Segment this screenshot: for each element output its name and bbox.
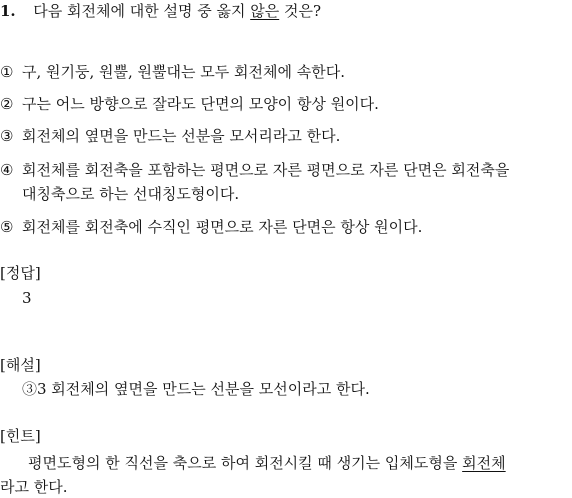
- choice-text: 회전체를 회전축을 포함하는 평면으로 자른 평면으로 자른 단면은 회전축을: [22, 161, 510, 179]
- hint-underlined-word: 회전체: [462, 454, 506, 472]
- hint-label: [힌트]: [0, 427, 41, 445]
- question-underlined-word: 않은: [250, 2, 280, 20]
- choice-marker: ②: [0, 95, 14, 113]
- choice-2: [0, 93, 379, 115]
- choice-text: 구는 어느 방향으로 잘라도 단면의 모양이 항상 원이다.: [22, 95, 379, 113]
- choice-1: [0, 61, 345, 83]
- choice-4: [0, 159, 509, 181]
- explanation-label: [해설]: [0, 356, 41, 374]
- choice-text: 회전체의 옆면을 만드는 선분을 모서리라고 한다.: [22, 127, 341, 145]
- hint-text-before: 평면도형의 한 직선을 축으로 하여 회전시킬 때 생기는 입체도형을: [28, 454, 463, 472]
- answer-value: 3: [22, 289, 32, 307]
- choice-text: 회전체를 회전축에 수직인 평면으로 자른 단면은 항상 원이다.: [22, 218, 423, 236]
- choice-3: [0, 125, 340, 147]
- question-text-after: 것은?: [279, 2, 321, 20]
- question-text: [33, 2, 321, 20]
- answer-label: [정답]: [0, 264, 41, 282]
- choice-marker: ⑤: [0, 218, 14, 236]
- choice-marker: ③: [0, 127, 14, 145]
- choice-text: 구, 원기둥, 원뿔, 원뿔대는 모두 회전체에 속한다.: [22, 63, 345, 81]
- question: [0, 0, 321, 22]
- choice-marker: ④: [0, 161, 14, 179]
- choice-5: [0, 216, 422, 238]
- choice-4-continuation: 대칭축으로 하는 선대칭도형이다.: [22, 185, 240, 203]
- question-text-before: 다음 회전체에 대한 설명 중 옳지: [33, 2, 251, 20]
- hint-continuation: 라고 한다.: [0, 478, 68, 496]
- choice-marker: ①: [0, 63, 14, 81]
- explanation-text: ③3 회전체의 옆면을 만드는 선분을 모선이라고 한다.: [22, 380, 370, 398]
- question-number: 1.: [0, 2, 16, 20]
- hint-text: [6, 452, 506, 474]
